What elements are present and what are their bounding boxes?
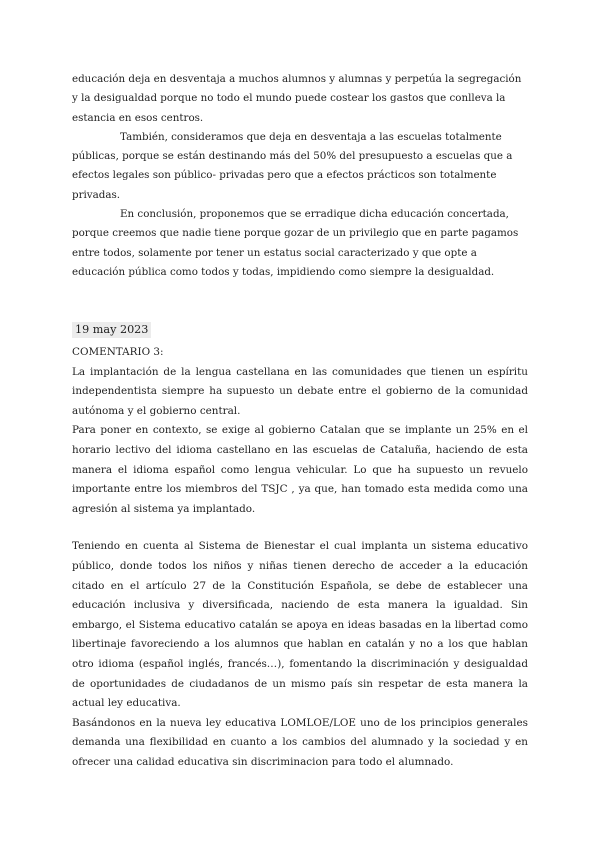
date-chip[interactable]: 19 may 2023: [72, 322, 151, 338]
paragraph: La implantación de la lengua castellana en las comunidades que tienen un espíritu independentista siempre ha supuesto un debate entre el gobierno de la comunidad autónoma y el gobierno central.: [72, 365, 528, 417]
previous-text-block: [72, 70, 528, 282]
paragraph: También, consideramos que deja en desventaja a las escuelas totalmente públicas, porque se están destinando más del 50% del presupuesto a escuelas que a efectos legales son público- privadas pero que a efectos prácticos son totalmente privadas.: [72, 130, 513, 201]
comment-title: COMENTARIO 3:: [72, 346, 164, 358]
comment-section: [72, 343, 528, 772]
paragraph: educación deja en desventaja a muchos alumnos y alumnas y perpetúa la segregación y la desigualdad porque no todo el mundo puede costear los gastos que conlleva la estancia en esos centros.: [72, 73, 522, 124]
paragraph: En conclusión, proponemos que se erradique dicha educación concertada, porque creemos que nadie tiene porque gozar de un privilegio que en parte pagamos entre todos, solamente por tener un estatus social caracterizado y que opte a educación pública como todos y todas, impidiendo como siempre la desigualdad.: [72, 208, 519, 278]
paragraph: Teniendo en cuenta al Sistema de Bienestar el cual implanta un sistema educativo público, donde todos los niños y niñas tienen derecho de acceder a la educación citado en el artículo 27 de la Constitución Española, se debe de establecer una educación inclusiva y diversificada, naciendo de esta manera la igualdad. Sin embargo, el Sistema educativo catalán se apoya en ideas basadas en la libertad como libertinaje favoreciendo a los alumnos que hablan en catalán y no a los que hablan otro idioma (español inglés, francés…), fomentando la discriminación y desigualdad de oportunidades de ciudadanos de un mismo país sin respetar de esta manera la actual ley educativa.: [72, 540, 528, 710]
paragraph: Para poner en contexto, se exige al gobierno Catalan que se implante un 25% en el horario lectivo del idioma castellano en las escuelas de Cataluña, haciendo de esta manera el idioma español como lengua vehicular. Lo que ha supuesto un revuelo importante entre los miembros del TSJC , ya que, han tomado esta medida como una agresión al sistema ya implantado.: [72, 424, 528, 515]
paragraph: Basándonos en la nueva ley educativa LOMLOE/LOE uno de los principios generales demanda una flexibilidad en cuanto a los cambios del alumnado y la sociedad y en ofrecer una calidad educativa sin discriminacion para todo el alumnado.: [72, 716, 528, 768]
